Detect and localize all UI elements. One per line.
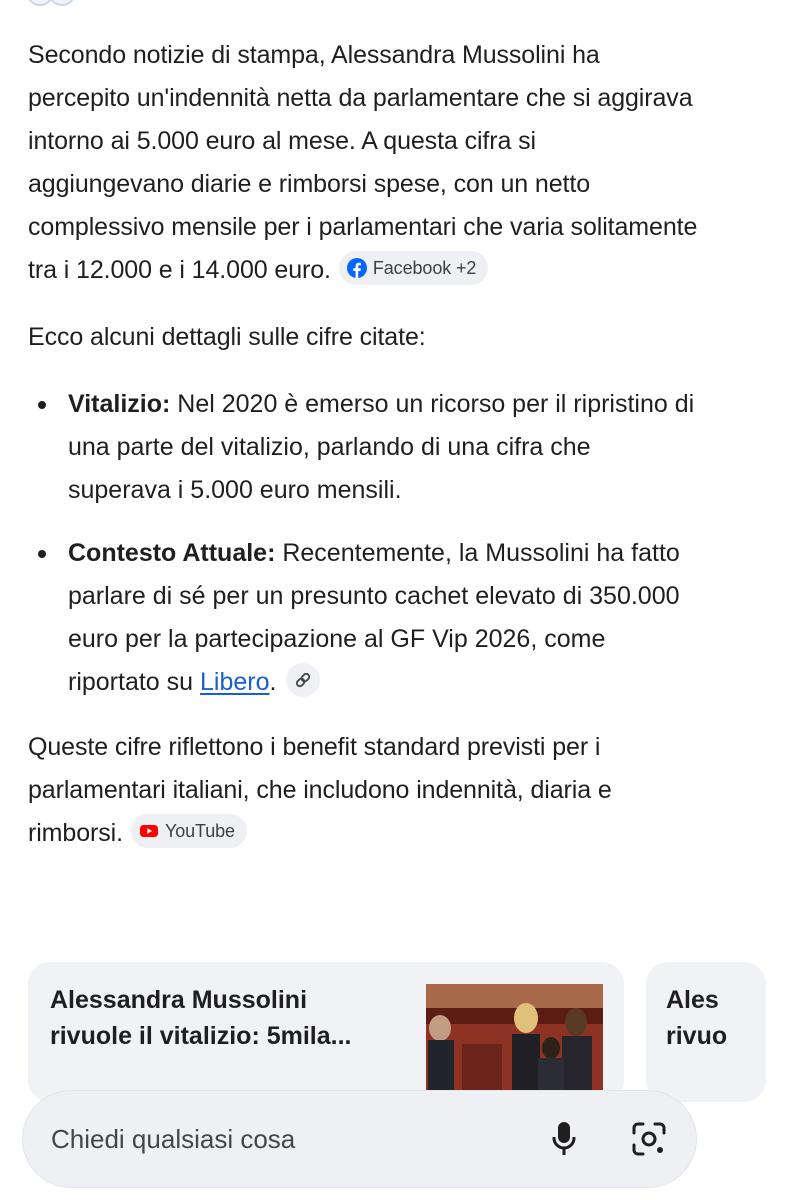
youtube-icon [139,821,159,841]
source-chip-label: YouTube [164,821,235,842]
closing-text: Queste cifre riflettono i benefit standard previsti per i parlamentari italiani, che includono indennità, diaria e rimborsi. [28,733,612,847]
source-chip-facebook[interactable] [339,251,488,285]
closing-paragraph [28,726,698,855]
details-list [28,383,698,704]
facebook-icon [347,258,367,278]
bullet-label: Contesto Attuale: [68,539,276,567]
libero-link[interactable]: Libero [200,668,270,696]
lens-icon[interactable] [631,1121,667,1157]
source-card-title-line: rivuo [666,1022,728,1050]
answer-intro-text: Secondo notizie di stampa, Alessandra Mussolini ha percepito un'indennità netta da parlamentare che si aggirava intorno ai 5.000 euro al mese. A questa cifra si aggiungevano diarie e rimborsi spese, con un netto complessivo mensile per i parlamentari che varia solitamente tra i 12.000 e i 14.000 euro. [28,41,698,284]
bullet-period: . [269,668,277,696]
source-cards-carousel [28,962,728,1068]
source-card[interactable] [28,962,624,1102]
source-card-title-line: Ales [666,986,719,1014]
ai-answer [28,34,698,855]
source-card-title-line: Alessandra Mussolini [50,986,308,1014]
microphone-icon[interactable] [551,1121,577,1157]
source-chip-youtube[interactable] [131,814,247,848]
bullet-text: Recentemente, la Mussolini ha fatto parlare di sé per un presunto cachet elevato di 350.000 euro per la partecipazione al GF Vip 2026, come riportato su [68,539,680,696]
source-avatar [48,0,76,6]
bullet-label: Vitalizio: [68,390,171,418]
link-chip[interactable] [286,663,320,697]
search-input[interactable] [51,1091,511,1187]
source-avatar [26,0,54,6]
answer-intro [28,34,698,292]
search-bar [22,1090,697,1188]
list-item [28,383,698,512]
source-card-title [666,982,786,1054]
source-card-title [50,982,390,1054]
source-chip-label: Facebook +2 [372,258,477,279]
link-icon [294,671,312,689]
bullet-text: Nel 2020 è emerso un ricorso per il ripristino di una parte del vitalizio, parlando di una cifra che superava i 5.000 euro mensili. [68,390,695,504]
source-card[interactable] [646,962,766,1102]
source-avatars-partial [26,0,82,4]
details-heading: Ecco alcuni dettagli sulle cifre citate: [28,323,426,351]
list-item [28,532,698,704]
source-card-title-line: rivuole il vitalizio: 5mila... [50,1022,352,1050]
